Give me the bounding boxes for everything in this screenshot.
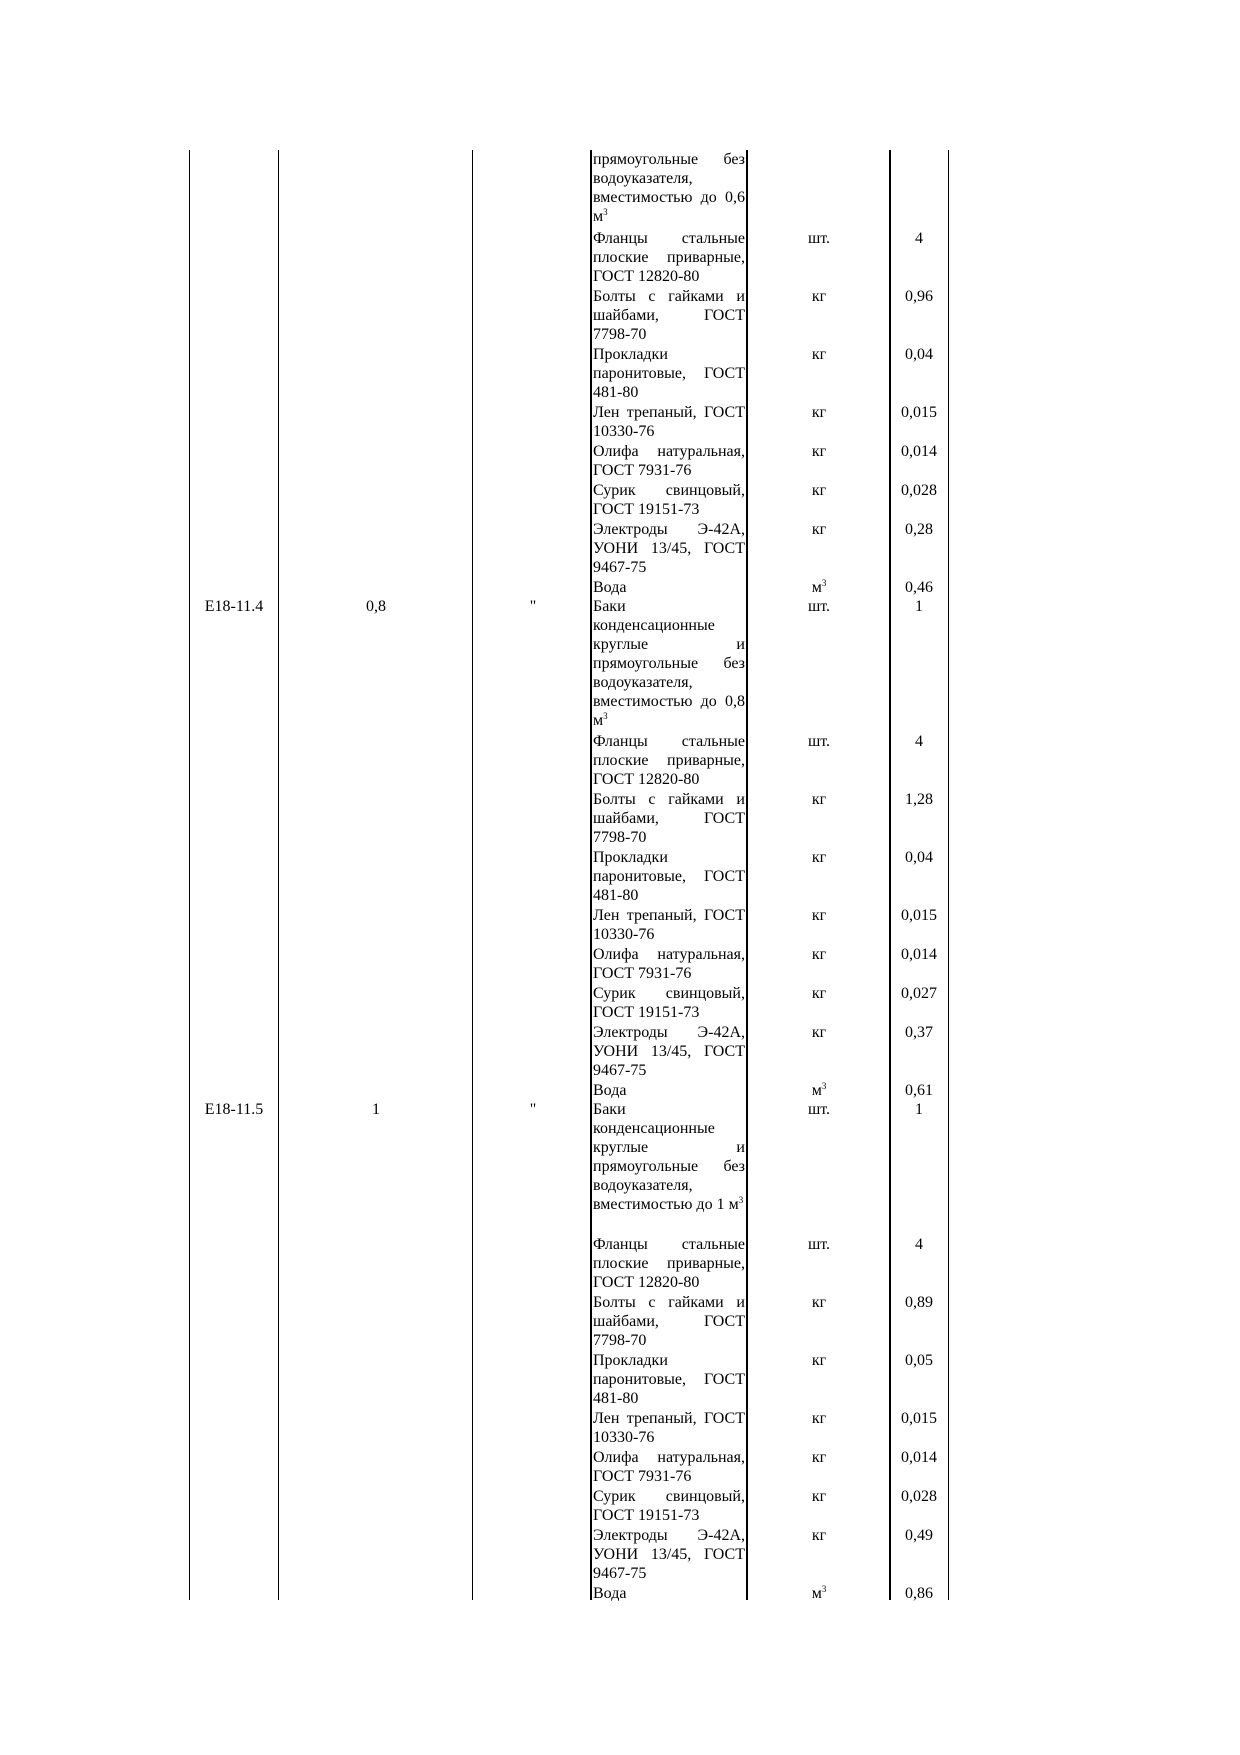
column-border (472, 150, 473, 1600)
material-name-text: Вода (593, 1585, 627, 1602)
item-code: Е18-11.5 (204, 1101, 264, 1118)
quantity-value: 0,015 (901, 907, 937, 924)
material-name-text: Фланцы стальные плоские приварные, ГОСТ 12820-80 (593, 230, 745, 285)
quantity-value: 0,015 (901, 404, 937, 421)
unit-text: шт. (807, 230, 831, 247)
material-name (593, 442, 745, 480)
superscript: 3 (821, 1081, 827, 1091)
material-name (593, 1293, 745, 1350)
material-name (593, 403, 745, 441)
unit-cell (749, 906, 889, 925)
quantity-value: 1,28 (905, 791, 933, 808)
ditto-mark: " (529, 1101, 537, 1118)
material-name (593, 1584, 745, 1603)
material-name (593, 1487, 745, 1525)
quantity-value: 0,05 (905, 1352, 933, 1369)
unit-cell (749, 984, 889, 1003)
material-name (593, 1448, 745, 1486)
material-name (593, 848, 745, 905)
unit-text: кг (811, 288, 827, 305)
material-name (593, 790, 745, 847)
column-border (590, 150, 592, 1600)
material-name-text: Олифа натуральная, ГОСТ 7931-76 (593, 946, 745, 982)
unit-cell (749, 1081, 889, 1100)
unit-cell (749, 848, 889, 867)
material-name-text: Фланцы стальные плоские приварные, ГОСТ 12820-80 (593, 733, 745, 788)
unit-text: кг (811, 482, 827, 499)
quantity-value: 0,028 (901, 1488, 937, 1505)
material-name-text: Лен трепаный, ГОСТ 10330-76 (593, 404, 745, 440)
unit-text: шт. (807, 733, 831, 750)
unit-cell (749, 1351, 889, 1370)
unit-cell (749, 578, 889, 597)
unit-text: кг (811, 791, 827, 808)
column-border (889, 150, 891, 1600)
material-name (593, 481, 745, 519)
material-name (593, 150, 745, 226)
unit-cell (749, 442, 889, 461)
unit-cell (749, 597, 889, 616)
material-name-text: Баки конденсационные круглые и прямоугольные без водоуказателя, вместимостью до 0,8 м (593, 598, 745, 729)
material-name-text: Болты с гайками и шайбами, ГОСТ 7798-70 (593, 791, 745, 846)
unit-text: кг (811, 946, 827, 963)
quantity-value: 1 (915, 598, 923, 615)
quantity-value: 1 (915, 1101, 923, 1118)
quantity-value: 0,96 (905, 288, 933, 305)
item-code: Е18-11.4 (204, 598, 264, 615)
quantity-value: 0,46 (905, 579, 933, 596)
superscript: 3 (603, 711, 608, 721)
quantity-value: 0,86 (905, 1585, 933, 1602)
unit-text: м (811, 1082, 822, 1099)
unit-text: кг (811, 907, 827, 924)
quantity-value: 0,37 (905, 1024, 933, 1041)
material-name-text: Вода (593, 579, 627, 596)
quantity-value: 0,89 (905, 1294, 933, 1311)
material-name-text: Прокладки паронитовые, ГОСТ 481-80 (593, 346, 745, 401)
material-name (593, 597, 745, 730)
quantity-value: 4 (915, 733, 923, 750)
unit-text: кг (811, 1410, 827, 1427)
unit-cell (749, 403, 889, 422)
superscript: 3 (738, 1195, 744, 1205)
unit-cell (749, 481, 889, 500)
unit-text: шт. (807, 1101, 831, 1118)
unit-text: кг (811, 1352, 827, 1369)
material-name-text: Электроды Э-42А, УОНИ 13/45, ГОСТ 9467-75 (593, 1527, 745, 1582)
unit-cell (749, 1584, 889, 1603)
unit-text: кг (811, 1024, 827, 1041)
unit-text: кг (811, 1449, 827, 1466)
quantity-value: 0,28 (905, 521, 933, 538)
material-name-text: Болты с гайками и шайбами, ГОСТ 7798-70 (593, 1294, 745, 1349)
material-name (593, 1100, 745, 1214)
material-name (593, 1409, 745, 1447)
unit-cell (749, 1100, 889, 1119)
unit-cell (749, 732, 889, 751)
material-name (593, 906, 745, 944)
capacity-value: 1 (372, 1101, 380, 1118)
unit-text: шт. (807, 598, 831, 615)
capacity-value: 0,8 (366, 598, 386, 615)
quantity-value: 0,04 (905, 849, 933, 866)
material-name-text: Сурик свинцовый, ГОСТ 19151-73 (593, 482, 745, 518)
material-name-text: прямоугольные без водоуказателя, вместимостью до 0,6 м (593, 151, 745, 225)
material-name (593, 287, 745, 344)
unit-cell (749, 1293, 889, 1312)
unit-text: кг (811, 849, 827, 866)
material-name (593, 732, 745, 789)
material-name-text: Лен трепаный, ГОСТ 10330-76 (593, 907, 745, 943)
material-name-text: Электроды Э-42А, УОНИ 13/45, ГОСТ 9467-75 (593, 521, 745, 576)
quantity-value: 0,014 (901, 443, 937, 460)
material-name-text: Прокладки паронитовые, ГОСТ 481-80 (593, 849, 745, 904)
column-border (278, 150, 279, 1600)
material-name (593, 1235, 745, 1292)
material-name-text: Сурик свинцовый, ГОСТ 19151-73 (593, 985, 745, 1021)
unit-text: кг (811, 346, 827, 363)
unit-text: кг (811, 443, 827, 460)
material-name-text: Сурик свинцовый, ГОСТ 19151-73 (593, 1488, 745, 1524)
unit-text: м (811, 579, 822, 596)
material-name-text: Олифа натуральная, ГОСТ 7931-76 (593, 1449, 745, 1485)
quantity-value: 0,015 (901, 1410, 937, 1427)
superscript: 3 (603, 207, 608, 217)
material-name-text: Вода (593, 1082, 627, 1099)
material-name-text: Лен трепаный, ГОСТ 10330-76 (593, 1410, 745, 1446)
superscript: 3 (821, 578, 827, 588)
unit-text: шт. (807, 1236, 831, 1253)
unit-cell (749, 1023, 889, 1042)
unit-cell (749, 790, 889, 809)
material-name (593, 345, 745, 402)
unit-cell (749, 1448, 889, 1467)
material-name (593, 945, 745, 983)
quantity-value: 0,61 (905, 1082, 933, 1099)
quantity-value: 0,014 (901, 946, 937, 963)
unit-text: кг (811, 404, 827, 421)
material-name (593, 1351, 745, 1408)
unit-cell (749, 520, 889, 539)
unit-cell (749, 1487, 889, 1506)
unit-text: м (811, 1585, 822, 1602)
material-name-text: Болты с гайками и шайбами, ГОСТ 7798-70 (593, 288, 745, 343)
material-name-text: Олифа натуральная, ГОСТ 7931-76 (593, 443, 745, 479)
unit-text: кг (811, 1488, 827, 1505)
material-name (593, 578, 745, 597)
material-name-text: Фланцы стальные плоские приварные, ГОСТ 12820-80 (593, 1236, 745, 1291)
column-border (746, 150, 748, 1600)
unit-cell (749, 945, 889, 964)
quantity-value: 0,49 (905, 1527, 933, 1544)
material-name-text: Баки конденсационные круглые и прямоугольные без водоуказателя, вместимостью до 1 м (593, 1101, 745, 1213)
quantity-value: 4 (915, 230, 923, 247)
quantity-value: 0,04 (905, 346, 933, 363)
column-border (189, 150, 190, 1600)
unit-cell (749, 1526, 889, 1545)
superscript: 3 (821, 1584, 827, 1594)
quantity-value: 0,027 (901, 985, 937, 1002)
unit-cell (749, 1235, 889, 1254)
material-name (593, 520, 745, 577)
unit-cell (749, 345, 889, 364)
unit-cell (749, 287, 889, 306)
unit-text: кг (811, 985, 827, 1002)
material-name-text: Прокладки паронитовые, ГОСТ 481-80 (593, 1352, 745, 1407)
material-name-text: Электроды Э-42А, УОНИ 13/45, ГОСТ 9467-75 (593, 1024, 745, 1079)
quantity-value: 0,028 (901, 482, 937, 499)
unit-text: кг (811, 521, 827, 538)
unit-cell (749, 1409, 889, 1428)
material-name (593, 1526, 745, 1583)
material-name (593, 1023, 745, 1080)
unit-cell (749, 229, 889, 248)
unit-text: кг (811, 1294, 827, 1311)
quantity-value: 4 (915, 1236, 923, 1253)
unit-text: кг (811, 1527, 827, 1544)
material-name (593, 984, 745, 1022)
quantity-value: 0,014 (901, 1449, 937, 1466)
ditto-mark: " (529, 598, 537, 615)
material-name (593, 1081, 745, 1100)
material-name (593, 229, 745, 286)
column-border (948, 150, 949, 1600)
